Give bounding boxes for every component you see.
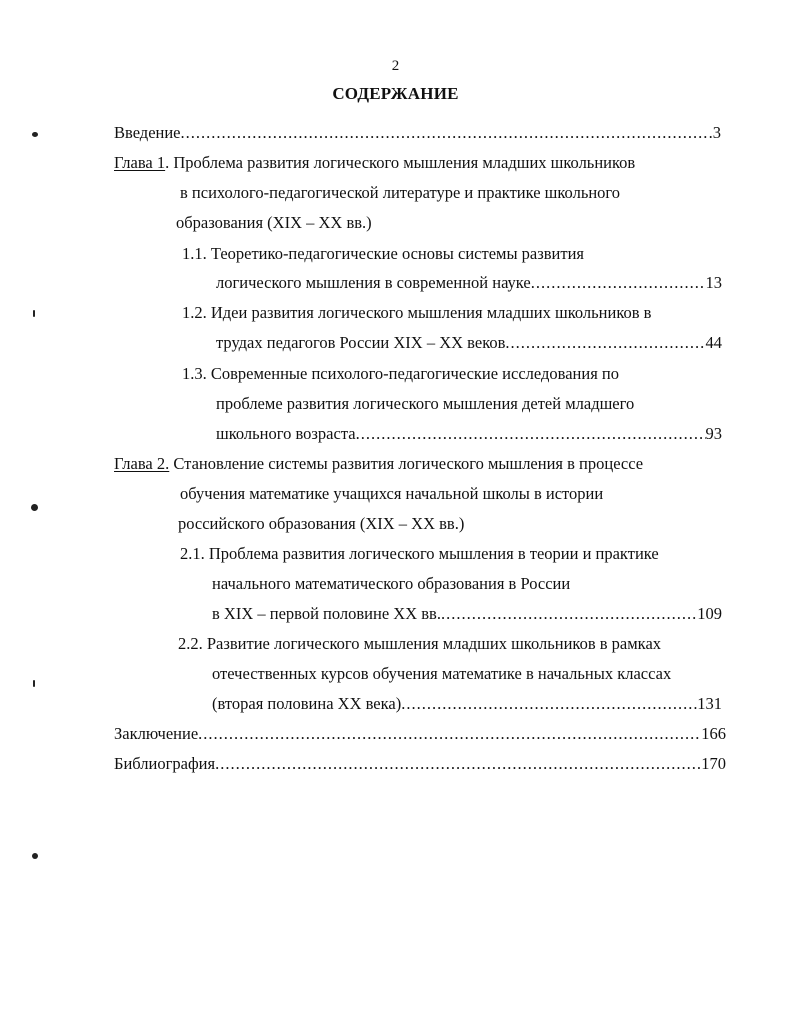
toc-section-2-2-line3[interactable] bbox=[212, 689, 722, 719]
toc-section-1-2-line1[interactable]: 1.2. Идеи развития логического мышления младших школьников в bbox=[182, 303, 652, 322]
toc-section-1-1-text: логического мышления в современной науке bbox=[216, 273, 531, 292]
toc-section-1-3-line1[interactable]: 1.3. Современные психолого-педагогические исследования по bbox=[182, 364, 620, 383]
toc-entry-bibliography[interactable] bbox=[114, 749, 726, 779]
toc-section-1-3-page: 93 bbox=[705, 424, 722, 443]
toc-section-1-2-page: 44 bbox=[705, 333, 722, 352]
scan-mark bbox=[32, 132, 38, 137]
toc-section-1-1-page: 13 bbox=[705, 273, 722, 292]
toc-intro-page: .3 bbox=[708, 123, 721, 142]
toc-entry-intro[interactable] bbox=[114, 118, 721, 148]
toc-chapter-2-line1[interactable] bbox=[114, 449, 643, 479]
dot-leader bbox=[356, 419, 706, 449]
toc-chapter-1-line1[interactable] bbox=[114, 148, 635, 178]
toc-bibliography-label: Библиография bbox=[114, 754, 216, 773]
dot-leader bbox=[401, 689, 697, 719]
scan-mark bbox=[33, 680, 35, 687]
chapter-1-title-line1: . Проблема развития логического мышления младших школьников bbox=[165, 153, 636, 172]
toc-section-2-2-page: 131 bbox=[697, 694, 722, 713]
scan-mark bbox=[33, 310, 35, 317]
toc-section-1-3-line3[interactable] bbox=[216, 419, 722, 449]
toc-chapter-1-line2: в психолого-педагогической литературе и практике школьного bbox=[180, 183, 621, 202]
scan-mark bbox=[32, 853, 38, 859]
dot-leader bbox=[215, 749, 701, 779]
toc-entry-conclusion[interactable] bbox=[114, 719, 726, 749]
toc-section-2-1-line3[interactable] bbox=[212, 599, 722, 629]
page-number: 2 bbox=[391, 58, 400, 74]
toc-chapter-2-line3: российского образования (XIX – XX вв.) bbox=[178, 514, 465, 533]
toc-section-1-1-line1[interactable]: 1.1. Теоретико-педагогические основы системы развития bbox=[182, 244, 585, 263]
dot-leader bbox=[505, 328, 705, 358]
chapter-1-prefix: Глава 1 bbox=[114, 153, 166, 172]
toc-section-1-3-text: школьного возраста bbox=[216, 424, 356, 443]
toc-chapter-2-line2: обучения математике учащихся начальной школы в истории bbox=[180, 484, 604, 503]
toc-bibliography-page: 170 bbox=[701, 754, 726, 773]
toc-section-2-1-page: 109 bbox=[697, 604, 722, 623]
toc-section-1-2-text: трудах педагогов России XIX – XX веков bbox=[216, 333, 506, 352]
toc-section-2-2-line1[interactable]: 2.2. Развитие логического мышления младших школьников в рамках bbox=[178, 634, 662, 653]
toc-section-1-3-line2: проблеме развития логического мышления детей младшего bbox=[216, 394, 635, 413]
toc-conclusion-page: 166 bbox=[701, 724, 726, 743]
scan-mark bbox=[31, 504, 38, 511]
toc-chapter-1-line3: образования (XIX – XX вв.) bbox=[176, 213, 372, 232]
toc-section-1-2-line2[interactable] bbox=[216, 328, 722, 358]
dot-leader bbox=[441, 599, 697, 629]
toc-section-2-1-line1[interactable]: 2.1. Проблема развития логического мышления в теории и практике bbox=[180, 544, 659, 563]
dot-leader bbox=[531, 268, 706, 298]
chapter-2-prefix: Глава 2. bbox=[114, 454, 170, 473]
toc-section-2-1-text: в XIX – первой половине XX вв. bbox=[212, 604, 441, 623]
toc-section-2-1-line2: начального математического образования в России bbox=[212, 574, 571, 593]
toc-conclusion-label: Заключение bbox=[114, 724, 199, 743]
dot-leader bbox=[198, 719, 701, 749]
dot-leader bbox=[181, 118, 709, 148]
page-title: СОДЕРЖАНИЕ bbox=[332, 84, 459, 103]
toc-section-1-1-line2[interactable] bbox=[216, 268, 722, 298]
toc-section-2-2-line2: отечественных курсов обучения математике в начальных классах bbox=[212, 664, 672, 683]
toc-intro-label: Введение bbox=[114, 123, 181, 142]
toc-section-2-2-text: (вторая половина XX века) bbox=[212, 694, 402, 713]
chapter-2-title-line1: Становление системы развития логического мышления в процессе bbox=[169, 454, 644, 473]
